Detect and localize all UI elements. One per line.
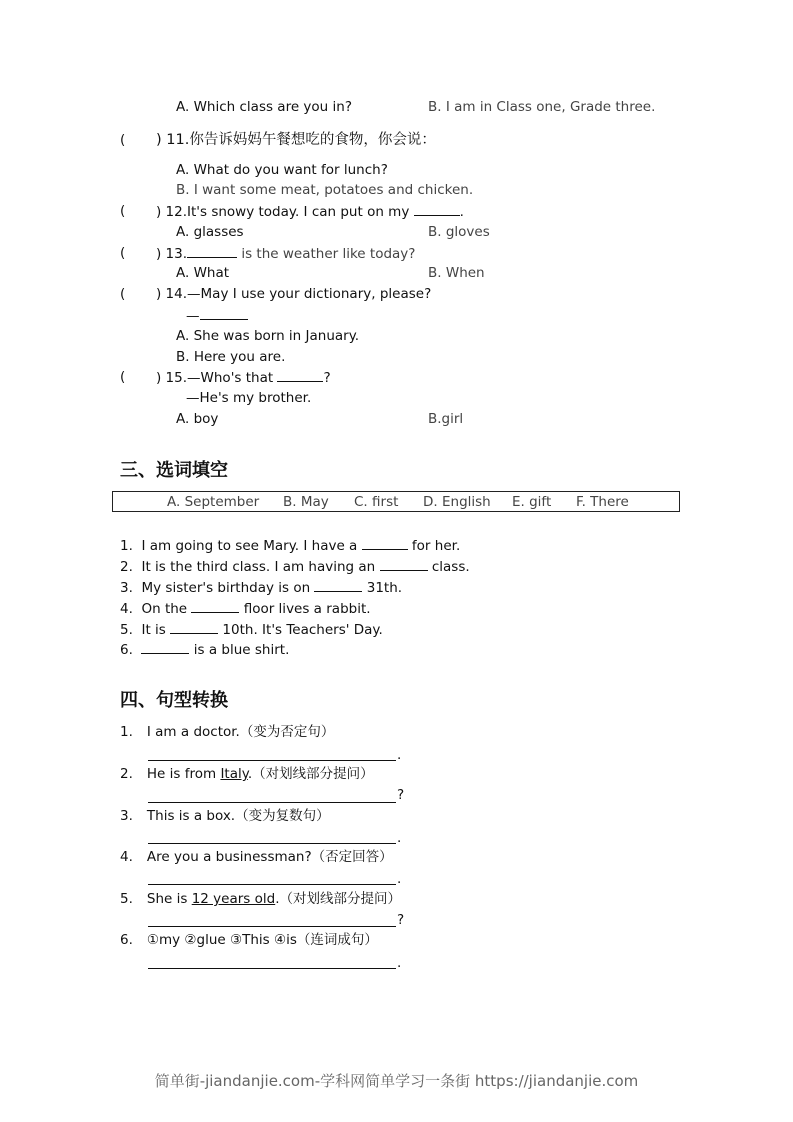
q11-paren: (	[120, 132, 126, 148]
answer-line[interactable]	[148, 968, 396, 969]
q15-question: ) 15.—Who's that ?	[156, 370, 331, 386]
end-mark: ?	[397, 912, 405, 928]
answer-line[interactable]	[148, 802, 396, 803]
q12-question: ) 12.It's snowy today. I can put on my .	[156, 204, 464, 220]
s3-item: 4. On the floor lives a rabbit.	[120, 601, 371, 617]
word-bank-option: A. September	[167, 494, 260, 510]
q13-option-b: B. When	[428, 265, 485, 281]
q14-question: ) 14.—May I use your dictionary, please?	[156, 286, 432, 302]
q14-option-a: A. She was born in January.	[176, 328, 360, 344]
s3-item: 2. It is the third class. I am having an class.	[120, 559, 470, 575]
s4-item: 6. ①my ②glue ③This ④is（连词成句）	[120, 932, 378, 948]
q15-option-a: A. boy	[176, 411, 219, 427]
s4-item: 2. He is from Italy.（对划线部分提问）	[120, 766, 374, 782]
q13-blank[interactable]	[187, 244, 237, 258]
s3-blank[interactable]	[362, 536, 408, 550]
q11-option-a: A. What do you want for lunch?	[176, 162, 388, 178]
answer-line[interactable]	[148, 926, 396, 927]
q14-blank[interactable]	[200, 306, 248, 320]
answer-line[interactable]	[148, 843, 396, 844]
answer-line[interactable]	[148, 884, 396, 885]
footer-watermark: 简单街-jiandanjie.com-学科网简单学习一条街 https://jiandanjie.com	[154, 1072, 639, 1090]
q10-option-b: B. I am in Class one, Grade three.	[428, 99, 656, 115]
q13-option-a: A. What	[176, 265, 230, 281]
s3-blank[interactable]	[314, 578, 362, 592]
s3-blank[interactable]	[141, 640, 189, 654]
word-bank-box	[112, 491, 680, 512]
word-bank-option: B. May	[283, 494, 329, 510]
q14-paren: (	[120, 286, 126, 302]
q12-option-a: A. glasses	[176, 224, 244, 240]
s3-item: 3. My sister's birthday is on 31th.	[120, 580, 403, 596]
s3-blank[interactable]	[191, 599, 239, 613]
word-bank-option: C. first	[354, 494, 399, 510]
q12-paren: (	[120, 203, 126, 219]
q14-reply: —	[186, 306, 248, 325]
word-bank-option: D. English	[423, 494, 491, 510]
word-bank-option: F. There	[576, 494, 629, 510]
s3-blank[interactable]	[380, 557, 428, 571]
q13-paren: (	[120, 245, 126, 261]
s3-item: 5. It is 10th. It's Teachers' Day.	[120, 622, 383, 638]
s3-item: 1. I am going to see Mary. I have a for her.	[120, 538, 461, 554]
q12-blank[interactable]	[414, 202, 460, 216]
q13-question: ) 13. is the weather like today?	[156, 246, 416, 262]
s4-item: 1. I am a doctor.（变为否定句）	[120, 724, 335, 740]
end-mark: ?	[397, 787, 405, 803]
s3-blank[interactable]	[170, 620, 218, 634]
end-mark: .	[397, 955, 402, 971]
q12-option-b: B. gloves	[428, 224, 490, 240]
end-mark: .	[397, 830, 402, 846]
q14-option-b: B. Here you are.	[176, 349, 286, 365]
answer-line[interactable]	[148, 760, 396, 761]
q10-option-a: A. Which class are you in?	[176, 99, 353, 115]
s4-item: 5. She is 12 years old.（对划线部分提问）	[120, 891, 401, 907]
word-bank-option: E. gift	[512, 494, 552, 510]
s4-item: 3. This is a box.（变为复数句）	[120, 808, 330, 824]
section4-title: 四、句型转换	[120, 690, 228, 711]
s4-item: 4. Are you a businessman?（否定回答）	[120, 849, 393, 865]
q15-blank[interactable]	[277, 368, 323, 382]
q11-option-b: B. I want some meat, potatoes and chicken.	[176, 182, 474, 198]
section3-title: 三、选词填空	[120, 460, 228, 481]
q11-question: ) 11.你告诉妈妈午餐想吃的食物，你会说：	[156, 132, 436, 148]
end-mark: .	[397, 747, 402, 763]
q15-option-b: B.girl	[428, 411, 464, 427]
s3-item: 6. is a blue shirt.	[120, 642, 290, 658]
end-mark: .	[397, 871, 402, 887]
q15-reply: —He's my brother.	[186, 390, 312, 406]
q15-paren: (	[120, 369, 126, 385]
